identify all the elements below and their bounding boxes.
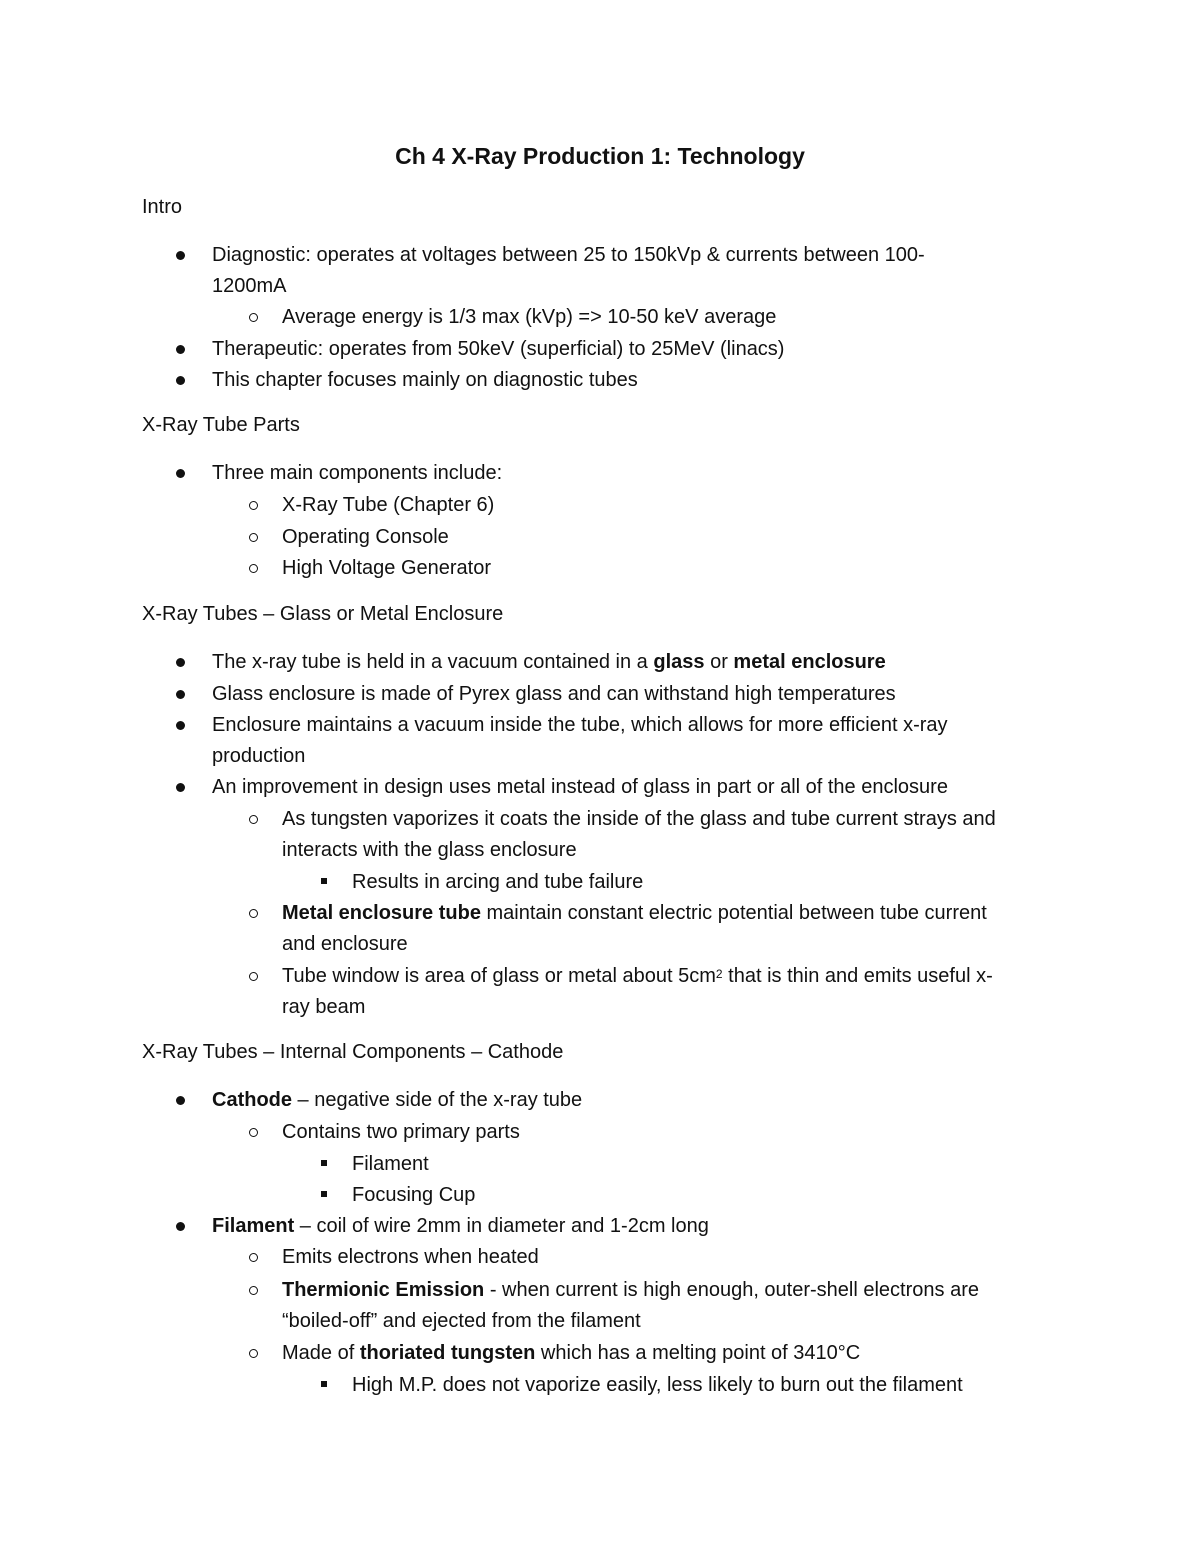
bullet-circle-icon: [249, 1253, 258, 1262]
bullet-dot-icon: [176, 690, 185, 699]
bullet-circle-icon: [249, 564, 258, 573]
bullet-operating-console: Operating Console: [282, 524, 449, 555]
bullet-thermionic-emission: Thermionic Emission - when current is high enough, outer-shell electrons are “boiled-off” and ejected from the filament: [282, 1277, 979, 1339]
bullet-dot-icon: [176, 1222, 185, 1231]
bullet-pyrex: Glass enclosure is made of Pyrex glass and can withstand high temperatures: [212, 681, 896, 712]
bullet-average-energy: Average energy is 1/3 max (kVp) => 10-50 keV average: [282, 304, 776, 335]
bullet-therapeutic: Therapeutic: operates from 50keV (superficial) to 25MeV (linacs): [212, 336, 784, 367]
bullet-vacuum: The x-ray tube is held in a vacuum contained in a glass or metal enclosure: [212, 649, 886, 680]
bullet-filament-part: Filament: [352, 1151, 429, 1182]
bullet-tube-window: Tube window is area of glass or metal about $5cm^2$ that is thin and emits useful x- ray beam: [282, 963, 993, 1025]
bullet-high-voltage-generator: High Voltage Generator: [282, 555, 491, 586]
bullet-circle-icon: [249, 1128, 258, 1137]
bullet-arcing: Results in arcing and tube failure: [352, 869, 643, 900]
bullet-square-icon: [321, 1191, 327, 1197]
bullet-focusing-cup: Focusing Cup: [352, 1182, 475, 1213]
bullet-diagnostic: Diagnostic: operates at voltages between 25 to 150kVp & currents between 100- 1200mA: [212, 242, 925, 304]
section-heading-tube-parts: X-Ray Tube Parts: [142, 414, 300, 436]
bullet-dot-icon: [176, 783, 185, 792]
bullet-circle-icon: [249, 815, 258, 824]
bullet-high-melting-point: High M.P. does not vaporize easily, less likely to burn out the filament: [352, 1372, 963, 1403]
bullet-circle-icon: [249, 313, 258, 322]
bullet-dot-icon: [176, 469, 185, 478]
section-heading-enclosure: X-Ray Tubes – Glass or Metal Enclosure: [142, 603, 504, 625]
bullet-thoriated-tungsten: Made of thoriated tungsten which has a melting point of 3410°C: [282, 1340, 860, 1371]
bullet-improvement: An improvement in design uses metal instead of glass in part or all of the enclosure: [212, 774, 948, 805]
bullet-dot-icon: [176, 345, 185, 354]
bullet-metal-enclosure-tube: Metal enclosure tube maintain constant electric potential between tube current and enclosure: [282, 900, 987, 962]
bullet-dot-icon: [176, 721, 185, 730]
section-heading-intro: Intro: [142, 196, 183, 218]
bullet-xray-tube: X-Ray Tube (Chapter 6): [282, 492, 494, 523]
section-heading-cathode: X-Ray Tubes – Internal Components – Cathode: [142, 1041, 564, 1063]
bullet-two-primary-parts: Contains two primary parts: [282, 1119, 520, 1150]
bullet-dot-icon: [176, 376, 185, 385]
bullet-square-icon: [321, 878, 327, 884]
bullet-square-icon: [321, 1381, 327, 1387]
bullet-dot-icon: [176, 658, 185, 667]
bullet-enclosure-maintains: Enclosure maintains a vacuum inside the tube, which allows for more efficient x-ray production: [212, 712, 948, 774]
bullet-square-icon: [321, 1160, 327, 1166]
bullet-circle-icon: [249, 1349, 258, 1358]
bullet-circle-icon: [249, 909, 258, 918]
bullet-circle-icon: [249, 533, 258, 542]
bullet-three-components: Three main components include:: [212, 460, 502, 491]
bullet-dot-icon: [176, 1096, 185, 1105]
bullet-chapter-focus: This chapter focuses mainly on diagnostic tubes: [212, 367, 638, 398]
document-title: Ch 4 X-Ray Production 1: Technology: [395, 143, 805, 169]
bullet-cathode: Cathode – negative side of the x-ray tube: [212, 1087, 582, 1118]
bullet-dot-icon: [176, 251, 185, 260]
bullet-filament: Filament – coil of wire 2mm in diameter and 1-2cm long: [212, 1213, 709, 1244]
bullet-circle-icon: [249, 972, 258, 981]
bullet-circle-icon: [249, 1286, 258, 1295]
bullet-emits-electrons: Emits electrons when heated: [282, 1244, 539, 1275]
bullet-tungsten-vaporizes: As tungsten vaporizes it coats the inside of the glass and tube current strays and interacts with the glass enclosure: [282, 806, 996, 868]
bullet-circle-icon: [249, 501, 258, 510]
